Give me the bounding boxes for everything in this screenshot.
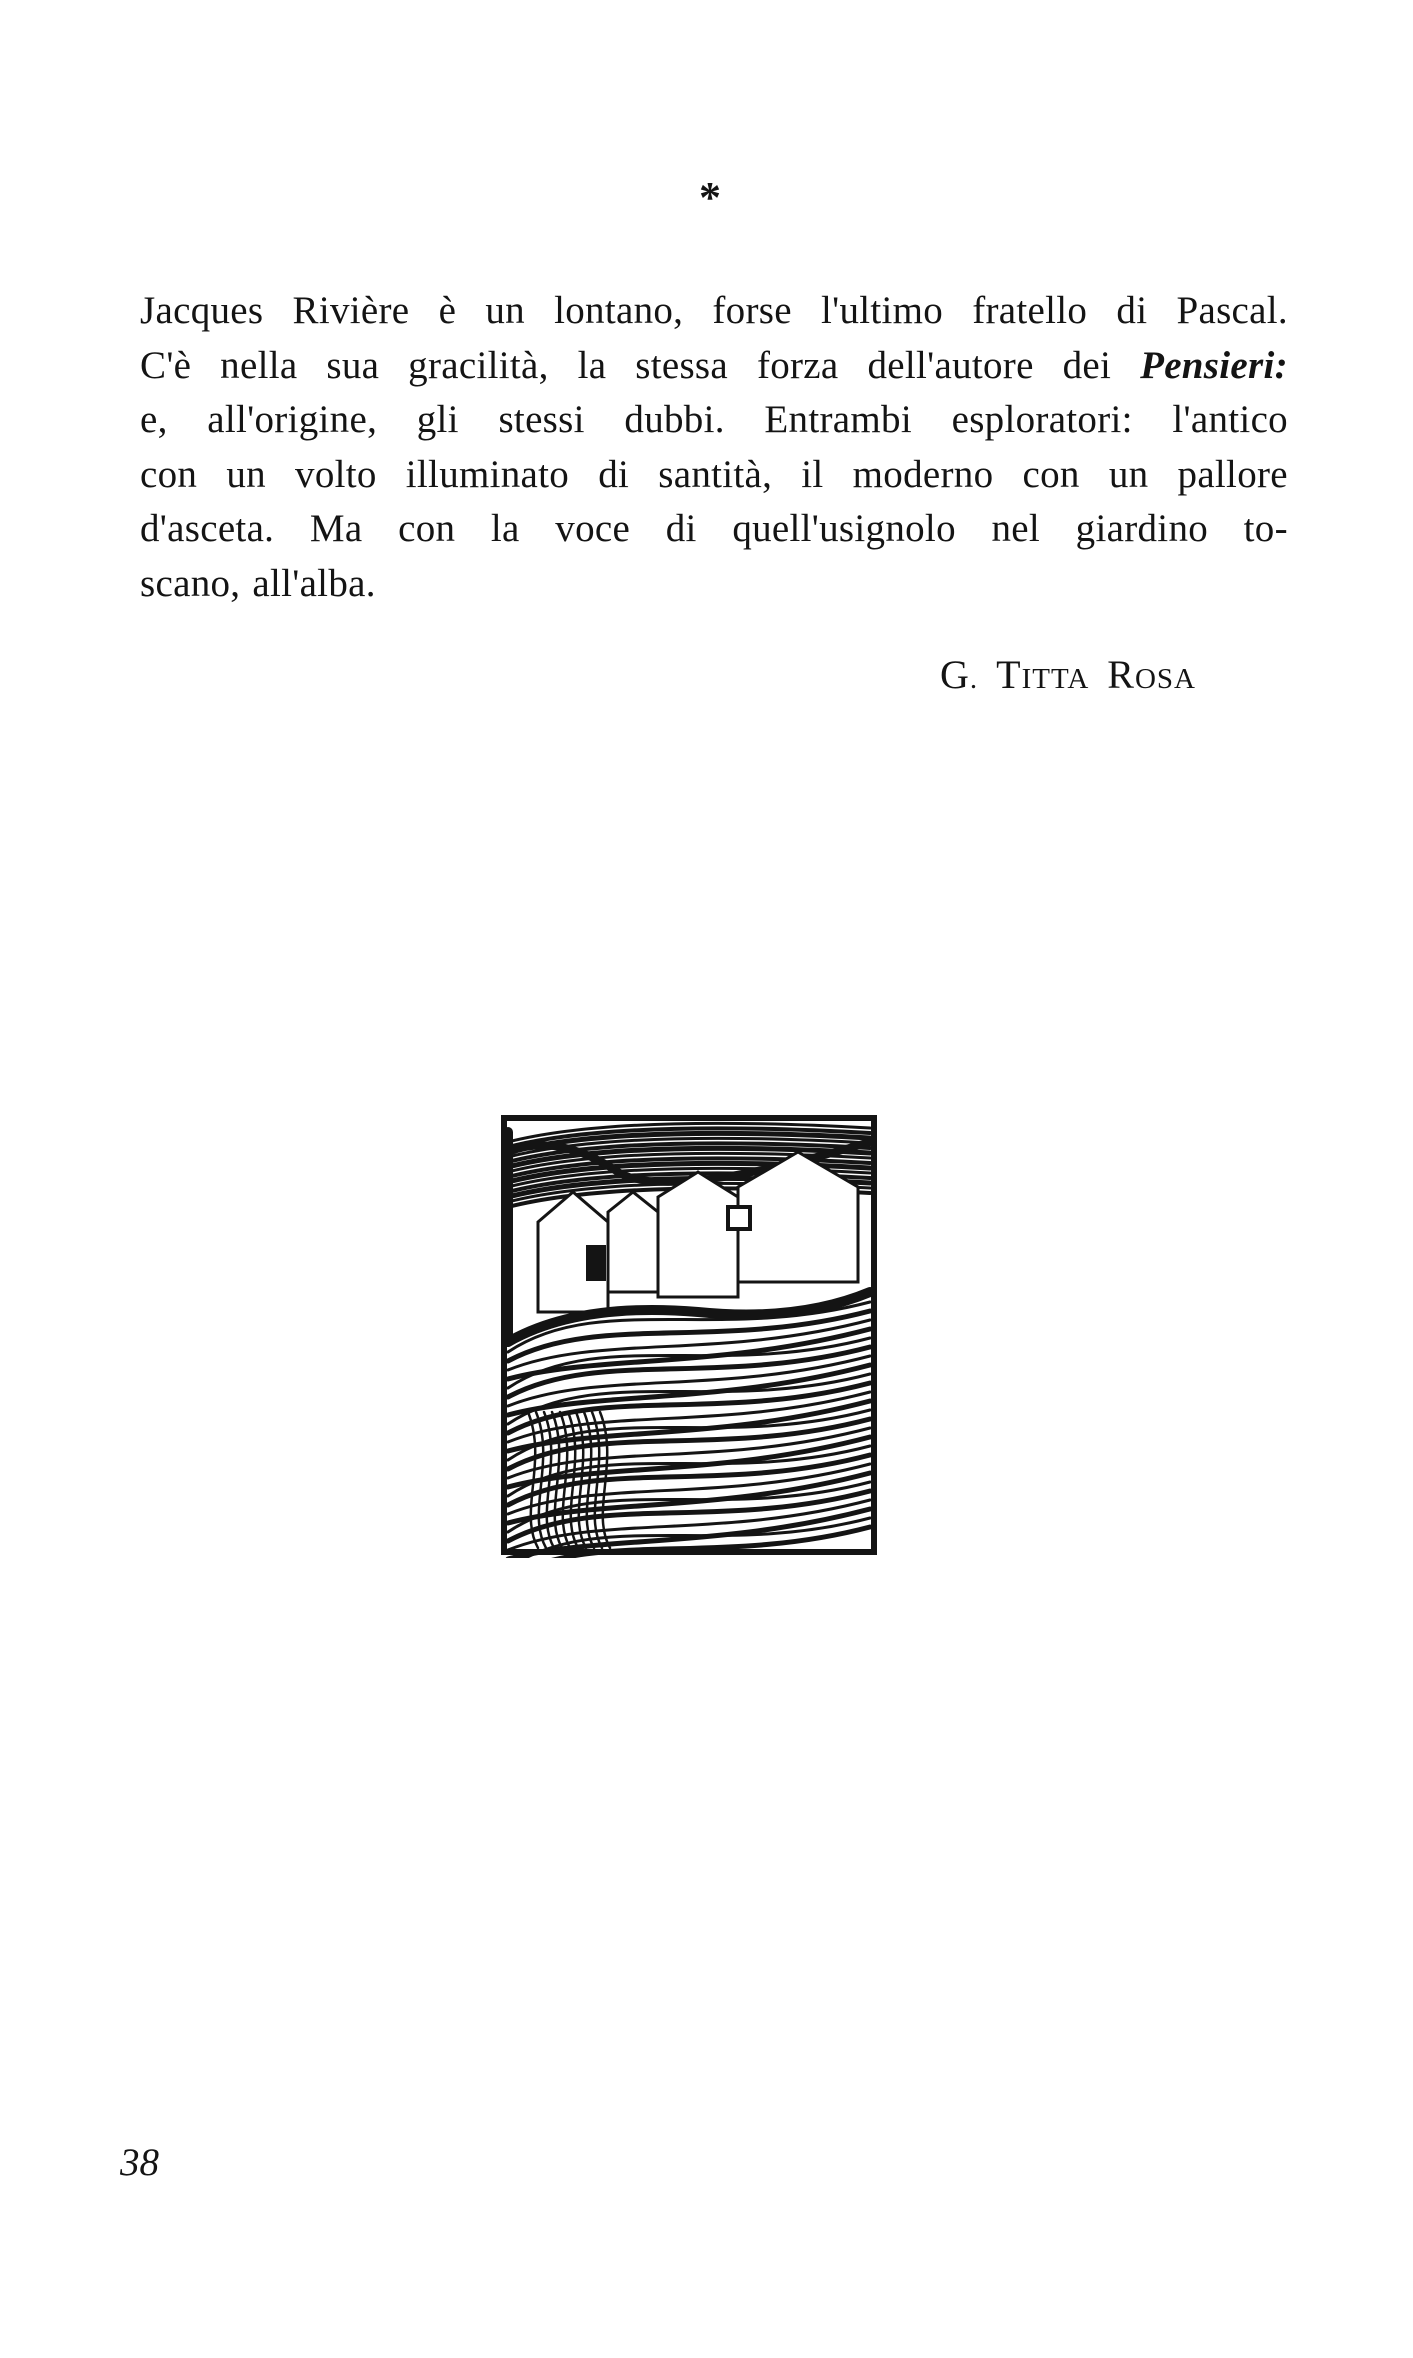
word: stessa	[635, 343, 729, 387]
word: forza	[756, 343, 839, 387]
text-line	[140, 284, 1288, 339]
word: l'ultimo	[820, 289, 944, 332]
word: dell'autore	[867, 343, 1034, 387]
word: Rivière	[292, 289, 410, 332]
door	[588, 1247, 604, 1279]
word: fratello	[972, 289, 1088, 332]
signature-word: G.	[940, 652, 979, 697]
word: e,	[140, 398, 168, 441]
word: voce	[555, 507, 631, 550]
word: con	[1022, 452, 1080, 496]
word: sua	[326, 343, 380, 387]
word: nella	[220, 343, 298, 387]
word: Pascal.	[1176, 289, 1288, 332]
text-line	[140, 393, 1288, 448]
word: to-	[1243, 507, 1288, 550]
word: di	[665, 507, 697, 550]
text-line	[140, 557, 1288, 612]
word: all'alba.	[252, 561, 376, 605]
word: quell'usignolo	[732, 507, 956, 550]
text-line	[140, 448, 1288, 503]
author-signature	[940, 648, 1240, 706]
word: giardino	[1075, 507, 1209, 550]
word: all'origine,	[207, 398, 378, 441]
house	[658, 1172, 738, 1297]
house	[608, 1192, 658, 1292]
word: pallore	[1177, 452, 1288, 496]
word: di	[1116, 289, 1148, 332]
word: la	[577, 343, 607, 387]
word: lontano,	[554, 289, 684, 332]
word: Pensieri:	[1140, 343, 1288, 387]
word: dei	[1062, 343, 1112, 387]
word: gracilità,	[408, 343, 549, 387]
text-line	[140, 502, 1288, 557]
word: di	[598, 452, 630, 496]
word: Jacques	[140, 289, 264, 332]
word: Ma	[309, 507, 363, 550]
word: d'asceta.	[140, 507, 275, 550]
section-ornament: *	[699, 173, 721, 222]
woodcut-illustration	[498, 1112, 880, 1558]
word: nel	[991, 507, 1041, 550]
word: un	[485, 289, 525, 332]
word: Entrambi	[764, 398, 912, 441]
word: il	[801, 452, 824, 496]
word: un	[226, 452, 266, 496]
word: santità,	[658, 452, 773, 496]
signature-word: ROSA	[1107, 652, 1196, 697]
signature-word: TITTA	[996, 652, 1090, 697]
word: l'antico	[1172, 398, 1288, 441]
word: stessi	[498, 398, 585, 441]
word: con	[398, 507, 456, 550]
window	[728, 1207, 750, 1229]
word: un	[1108, 452, 1149, 496]
text-line	[140, 339, 1288, 394]
word: C'è	[140, 343, 192, 387]
word: illuminato	[405, 452, 570, 496]
body-paragraph	[140, 284, 1288, 611]
word: volto	[295, 452, 377, 496]
word: dubbi.	[624, 398, 725, 441]
page-number: 38	[120, 2141, 159, 2184]
word: moderno	[852, 452, 994, 496]
word: gli	[416, 398, 459, 441]
word: forse	[712, 289, 792, 332]
word: esploratori:	[951, 398, 1133, 441]
word: è	[438, 289, 457, 332]
word: con	[140, 452, 198, 496]
word: scano,	[140, 561, 241, 605]
word: la	[490, 507, 520, 550]
